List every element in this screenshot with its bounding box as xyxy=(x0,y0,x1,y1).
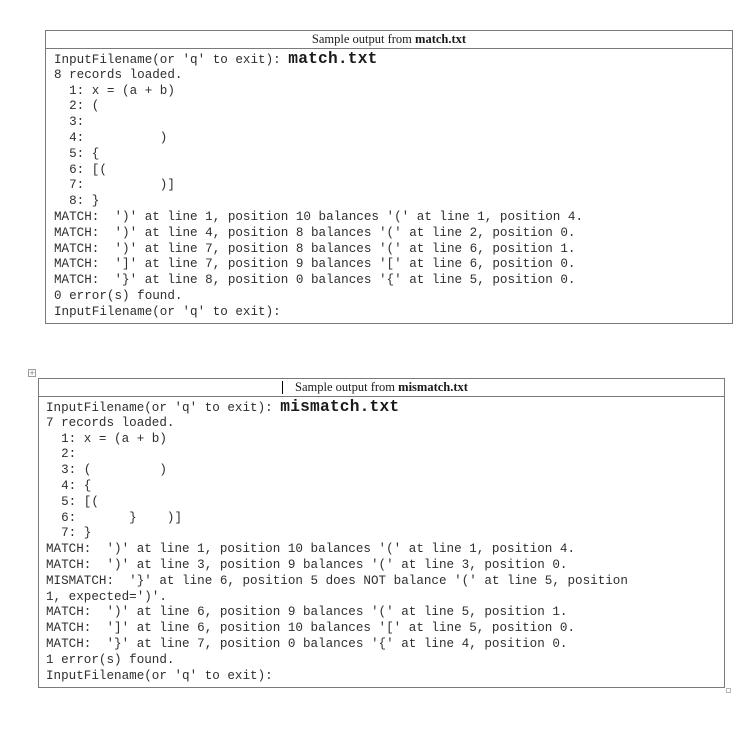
console-line: 2: xyxy=(46,447,77,462)
table-resize-handle[interactable] xyxy=(726,688,731,693)
table-caption: Sample output from match.txt xyxy=(46,31,732,49)
console-line: 8 records loaded. xyxy=(54,67,183,82)
entered-filename: match.txt xyxy=(288,50,378,68)
console-line: MATCH: ')' at line 1, position 10 balances '(' at line 1, position 4. xyxy=(54,209,584,224)
console-line: MATCH: ']' at line 6, position 10 balances '[' at line 5, position 0. xyxy=(46,621,576,636)
console-line: MATCH: ')' at line 6, position 9 balances '(' at line 5, position 1. xyxy=(46,605,568,620)
console-line: 6: [( xyxy=(54,162,107,177)
console-line: 3: xyxy=(54,115,85,130)
console-line: MATCH: ']' at line 7, position 9 balances '[' at line 6, position 0. xyxy=(54,257,576,272)
console-line: MATCH: '}' at line 7, position 0 balances '{' at line 4, position 0. xyxy=(46,636,568,651)
table-caption: Sample output from mismatch.txt xyxy=(39,379,724,397)
console-line: 6: } )] xyxy=(46,510,183,525)
console-line: MATCH: '}' at line 8, position 0 balances '{' at line 5, position 0. xyxy=(54,273,576,288)
console-line: MATCH: ')' at line 7, position 8 balances '(' at line 6, position 1. xyxy=(54,241,576,256)
console-output xyxy=(39,397,724,684)
console-line: 1: x = (a + b) xyxy=(46,431,167,446)
console-line: 1 error(s) found. xyxy=(46,652,175,667)
console-line: 2: ( xyxy=(54,99,100,114)
output-lines xyxy=(54,68,732,321)
console-line: 0 error(s) found. xyxy=(54,288,183,303)
table-move-handle[interactable]: + xyxy=(29,369,35,377)
console-line: MATCH: ')' at line 1, position 10 balances '(' at line 1, position 4. xyxy=(46,542,576,557)
output-lines xyxy=(46,416,724,685)
console-line: InputFilename(or 'q' to exit): xyxy=(46,668,273,683)
caption-filename: match.txt xyxy=(415,32,467,46)
console-line: 3: ( ) xyxy=(46,463,167,478)
sample-output-table-mismatch xyxy=(38,378,725,688)
console-line: 1, expected=')'. xyxy=(46,589,167,604)
sample-output-table-match xyxy=(45,30,733,324)
console-line: 4: { xyxy=(46,478,92,493)
console-line: 7: } xyxy=(46,526,92,541)
prompt-line: InputFilename(or 'q' to exit): match.txt xyxy=(54,50,378,68)
text-cursor xyxy=(282,381,283,394)
prompt-line: InputFilename(or 'q' to exit): mismatch.txt xyxy=(46,398,400,416)
console-line: MATCH: ')' at line 4, position 8 balances '(' at line 2, position 0. xyxy=(54,225,576,240)
console-line: MISMATCH: '}' at line 6, position 5 does NOT balance '(' at line 5, position xyxy=(46,573,628,588)
caption-filename: mismatch.txt xyxy=(398,380,468,394)
console-line: 7 records loaded. xyxy=(46,415,175,430)
console-line: 1: x = (a + b) xyxy=(54,83,175,98)
console-line: 8: } xyxy=(54,194,100,209)
console-line: 5: { xyxy=(54,146,100,161)
console-line: 5: [( xyxy=(46,494,99,509)
console-line: 4: ) xyxy=(54,130,168,145)
console-output xyxy=(46,49,732,321)
console-line: InputFilename(or 'q' to exit): xyxy=(54,304,281,319)
entered-filename: mismatch.txt xyxy=(280,398,400,416)
console-line: MATCH: ')' at line 3, position 9 balances '(' at line 3, position 0. xyxy=(46,557,568,572)
console-line: 7: )] xyxy=(54,178,175,193)
